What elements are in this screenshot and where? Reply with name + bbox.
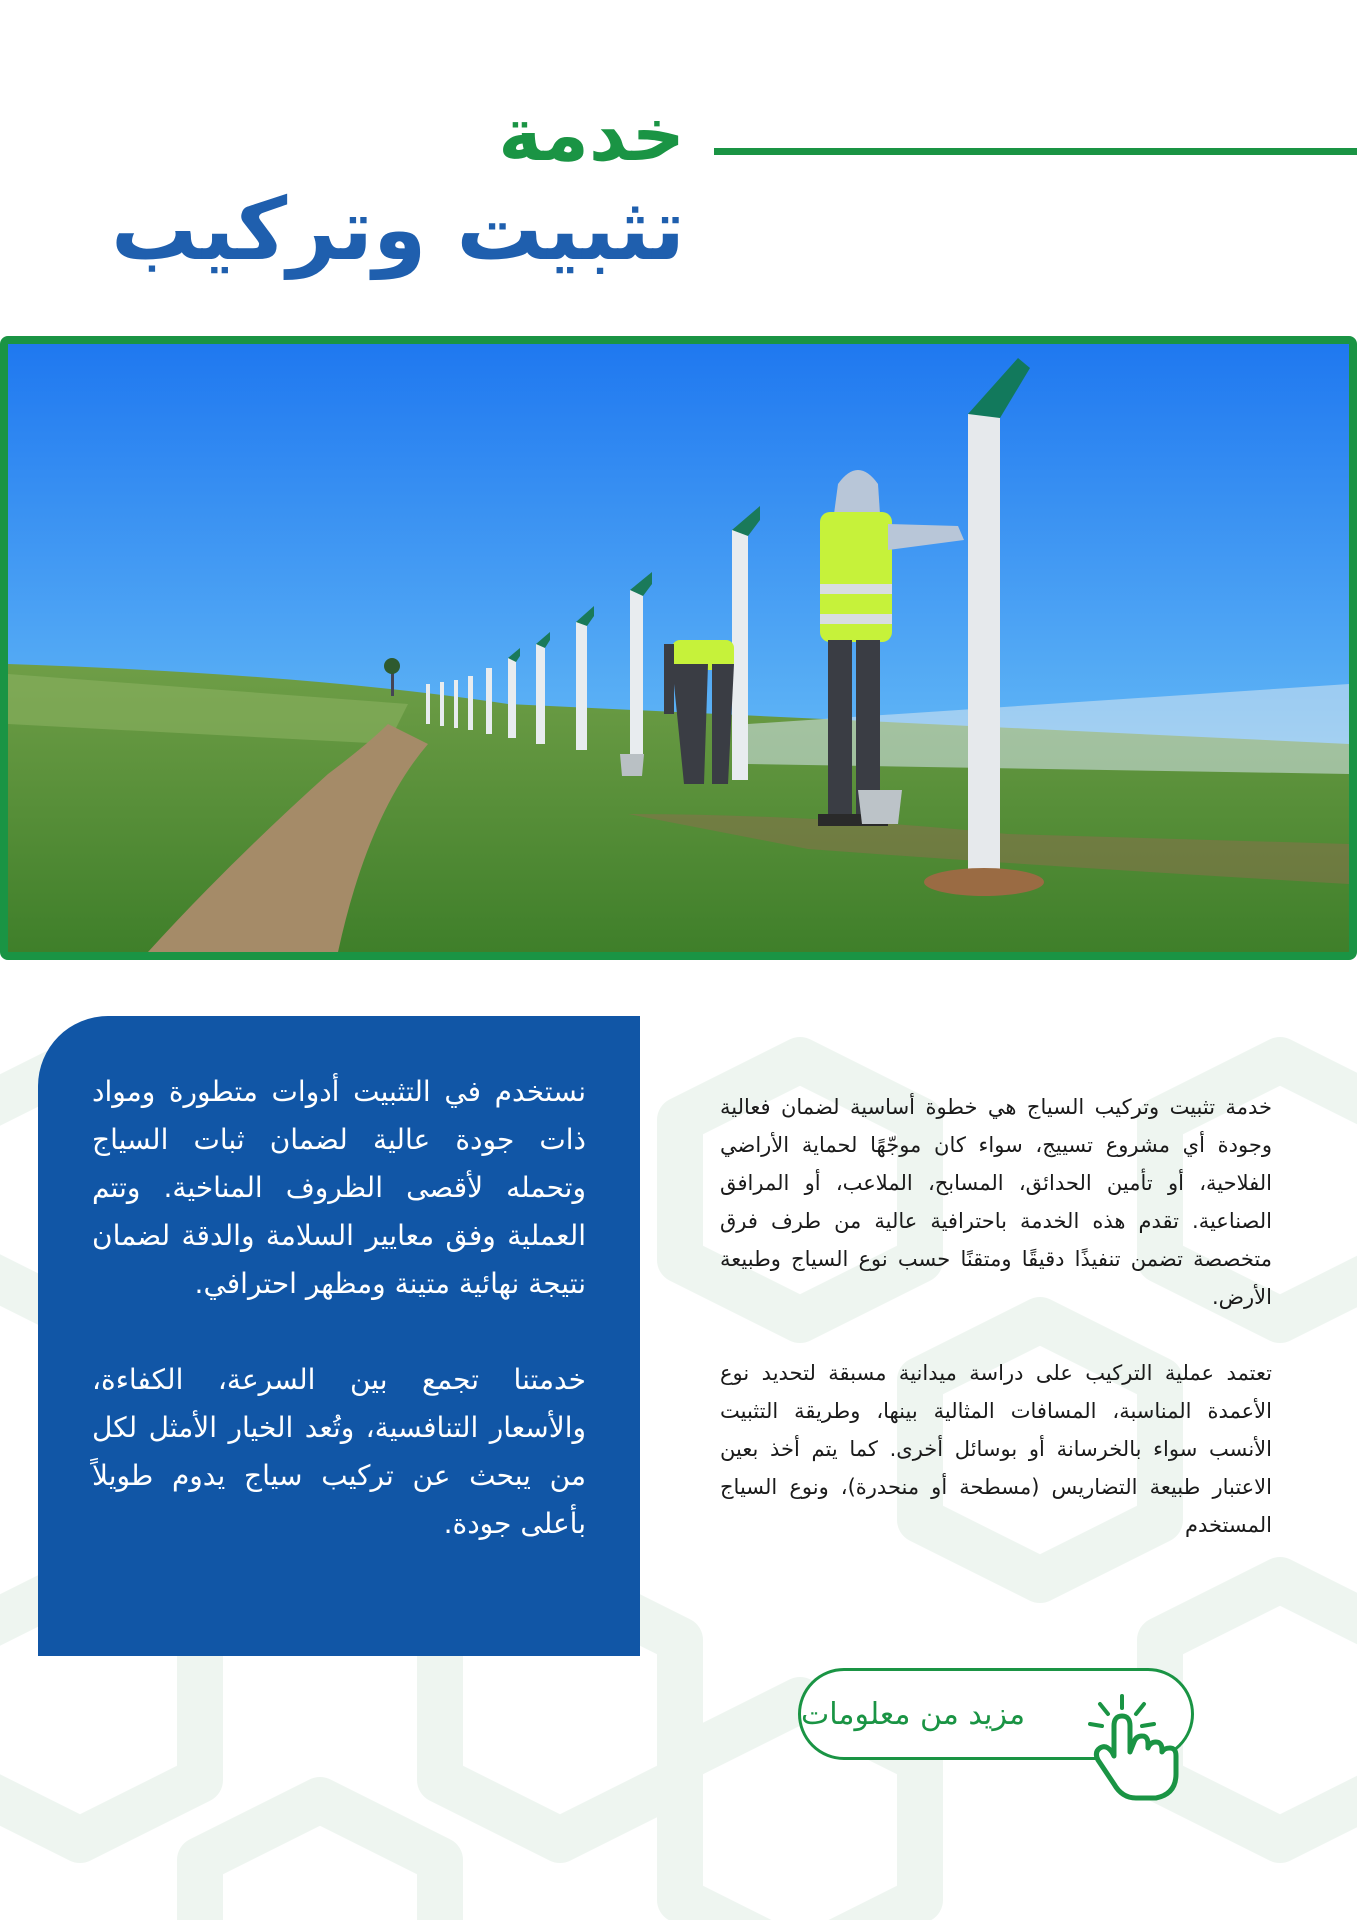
more-info-label: مزيد من معلومات [801,1696,1026,1732]
body-paragraph-1: خدمة تثبيت وتركيب السياج هي خطوة أساسية لضمان فعالية وجودة أي مشروع تسييج، سواء كان موجّهًا لحماية الأراضي الفلاحية، أو تأمين الحدائق، المسابح، الملاعب، أو المرافق الصناعية. تقدم هذه الخدمة باحترافية عالية من طرف فرق متخصصة تضمن تنفيذًا دقيقًا ومتقنًا حسب نوع السياج وطبيعة الأرض. [720,1095,1272,1309]
title-line-2: تثبيت وتركيب [111,180,685,280]
title-divider [714,148,1357,155]
body-text [720,1088,1272,1582]
panel-paragraph-2: خدمتنا تجمع بين السرعة، الكفاءة، والأسعار التنافسية، وتُعد الخيار الأمثل لكل من يبحث عن تركيب سياج يدوم طويلاً بأعلى جودة. [92,1363,586,1540]
panel-paragraph-1: نستخدم في التثبيت أدوات متطورة ومواد ذات جودة عالية لضمان ثبات السياج وتحمله لأقصى الظروف المناخية. وتتم العملية وفق معايير السلامة والدقة لضمان نتيجة نهائية متينة ومظهر احترافي. [92,1075,586,1300]
title-line-1: خدمة [498,92,685,178]
page-title [111,90,685,280]
fence-installation-photo [8,344,1349,952]
hand-pointer-icon [1078,1686,1188,1804]
body-paragraph-2: تعتمد عملية التركيب على دراسة ميدانية مسبقة لتحديد نوع الأعمدة المناسبة، المسافات المثالية بينها، وطريقة التثبيت الأنسب سواء بالخرسانة أو بوسائل أخرى. كما يتم أخذ بعين الاعتبار طبيعة التضاريس (مسطحة أو منحدرة)، ونوع السياج المستخدم [720,1361,1272,1537]
hero-image [0,336,1357,960]
highlight-panel [38,1016,640,1656]
